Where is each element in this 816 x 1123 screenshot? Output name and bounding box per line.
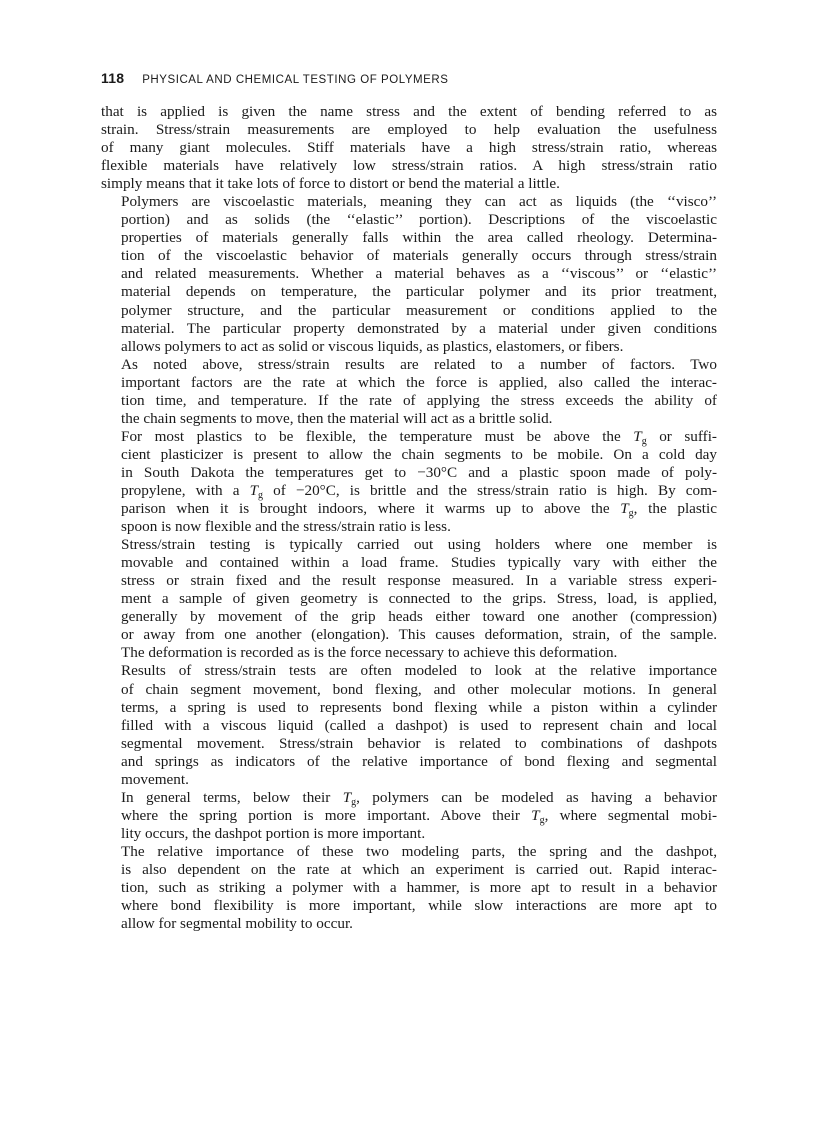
paragraph: [101, 536, 717, 662]
text-line: ment a sample of given geometry is connected to the grips. Stress, load, is applied,: [121, 590, 717, 608]
text-line: that is applied is given the name stress and the extent of bending referred to as: [101, 103, 717, 120]
text-line: For most plastics to be flexible, the temperature must be above the $T_g$ or suffi-: [121, 427, 717, 447]
text-line: where the spring portion is more important. Above their $T_g$, where segmental mobi-: [121, 806, 717, 826]
text-line: of chain segment movement, bond flexing, and other molecular motions. In general: [121, 680, 717, 698]
text-line: Polymers are viscoelastic materials, meaning they can act as liquids (the ‘‘visco’’: [121, 193, 717, 211]
text-line: The relative importance of these two modeling parts, the spring and the dashpot,: [121, 842, 717, 860]
page-number: 118: [101, 70, 125, 86]
text-line: material. The particular property demonstrated by a material under given conditions: [121, 319, 717, 337]
text-line: stress or strain fixed and the result response measured. In a variable stress experi-: [121, 572, 717, 590]
glass-transition-symbol: $T_g$: [633, 427, 647, 447]
text-line: terms, a spring is used to represents bond flexing while a piston within a cylinder: [121, 698, 717, 716]
text-line: Results of stress/strain tests are often modeled to look at the relative importance: [121, 662, 717, 680]
text-line: generally by movement of the grip heads either toward one another (compression): [121, 608, 717, 626]
text-line: strain. Stress/strain measurements are employed to help evaluation the usefulness: [101, 121, 717, 139]
text-line: filled with a viscous liquid (called a dashpot) is used to represent chain and local: [121, 716, 717, 734]
paragraph: [101, 356, 717, 428]
text-line: allows polymers to act as solid or viscous liquids, as plastics, elastomers, or fibers.: [121, 337, 624, 355]
text-line: in South Dakota the temperatures get to −30°C and a plastic spoon made of poly-: [121, 463, 717, 481]
text-line: The deformation is recorded as is the force necessary to achieve this deformation.: [121, 644, 618, 662]
text-line: propylene, with a $T_g$ of −20°C, is brittle and the stress/strain ratio is high. By com-: [121, 481, 717, 501]
text-line: tion time, and temperature. If the rate of applying the stress exceeds the ability of: [121, 391, 717, 409]
text-line: lity occurs, the dashpot portion is more important.: [121, 824, 426, 842]
text-line: segmental movement. Stress/strain behavior is related to combinations of dashpots: [121, 734, 717, 752]
paragraph: [101, 662, 717, 788]
text-line: or away from one another (elongation). This causes deformation, strain, of the sample.: [121, 626, 717, 644]
paragraph: [101, 789, 717, 843]
paragraph: [101, 428, 717, 536]
text-line: where bond flexibility is more important, while slow interactions are more apt to: [121, 897, 717, 915]
text-line: movement.: [121, 770, 189, 788]
text-line: As noted above, stress/strain results are related to a number of factors. Two: [121, 355, 717, 373]
text-line: polymer structure, and the particular measurement or conditions applied to the: [121, 301, 717, 319]
text-line: tion of the viscoelastic behavior of materials generally occurs through stress/strain: [121, 247, 717, 265]
text-line: spoon is now flexible and the stress/strain ratio is less.: [121, 518, 451, 536]
text-line: tion, such as striking a polymer with a hammer, is more apt to result in a behavior: [121, 879, 717, 897]
text-line: the chain segments to move, then the material will act as a brittle solid.: [121, 409, 553, 427]
text-line: is also dependent on the rate at which an experiment is carried out. Rapid interac-: [121, 860, 717, 878]
text-line: of many giant molecules. Stiff materials have a high stress/strain ratio, whereas: [101, 139, 717, 157]
text-line: and related measurements. Whether a material behaves as a ‘‘viscous’’ or ‘‘elastic’’: [121, 265, 717, 283]
text-line: properties of materials generally falls within the area called rheology. Determina-: [121, 229, 717, 247]
text-line: allow for segmental mobility to occur.: [121, 915, 353, 933]
text-line: portion) and as solids (the ‘‘elastic’’ portion). Descriptions of the viscoelastic: [121, 211, 717, 229]
text-line: movable and contained within a load frame. Studies typically vary with either the: [121, 554, 717, 572]
text-line: flexible materials have relatively low stress/strain ratios. A high stress/strain ratio: [101, 157, 717, 175]
glass-transition-symbol: $T_g$: [342, 788, 357, 808]
glass-transition-symbol: $T_g$: [531, 806, 545, 826]
paragraph: [101, 193, 717, 355]
text-line: parison when it is brought indoors, where it warms up to above the $T_g$, the plastic: [121, 500, 717, 520]
text-line: simply means that it take lots of force to distort or bend the material a little.: [101, 175, 560, 193]
paragraph: [101, 103, 717, 193]
body-text: [101, 103, 717, 933]
paragraph: [101, 843, 717, 933]
glass-transition-symbol: $T_g$: [249, 481, 264, 501]
text-line: material depends on temperature, the particular polymer and its prior treatment,: [121, 283, 717, 301]
text-line: In general terms, below their $T_g$, polymers can be modeled as having a behavior: [121, 788, 717, 808]
text-line: cient plasticizer is present to allow the chain segments to be mobile. On a cold day: [121, 445, 717, 463]
running-title: PHYSICAL AND CHEMICAL TESTING OF POLYMERS: [142, 74, 449, 86]
text-line: Stress/strain testing is typically carried out using holders where one member is: [121, 536, 717, 554]
text-line: and springs as indicators of the relative importance of bond flexing and segmental: [121, 752, 717, 770]
text-line: important factors are the rate at which the force is applied, also called the interac-: [121, 373, 717, 391]
glass-transition-symbol: $T_g$: [620, 500, 634, 520]
running-header: [101, 70, 721, 88]
